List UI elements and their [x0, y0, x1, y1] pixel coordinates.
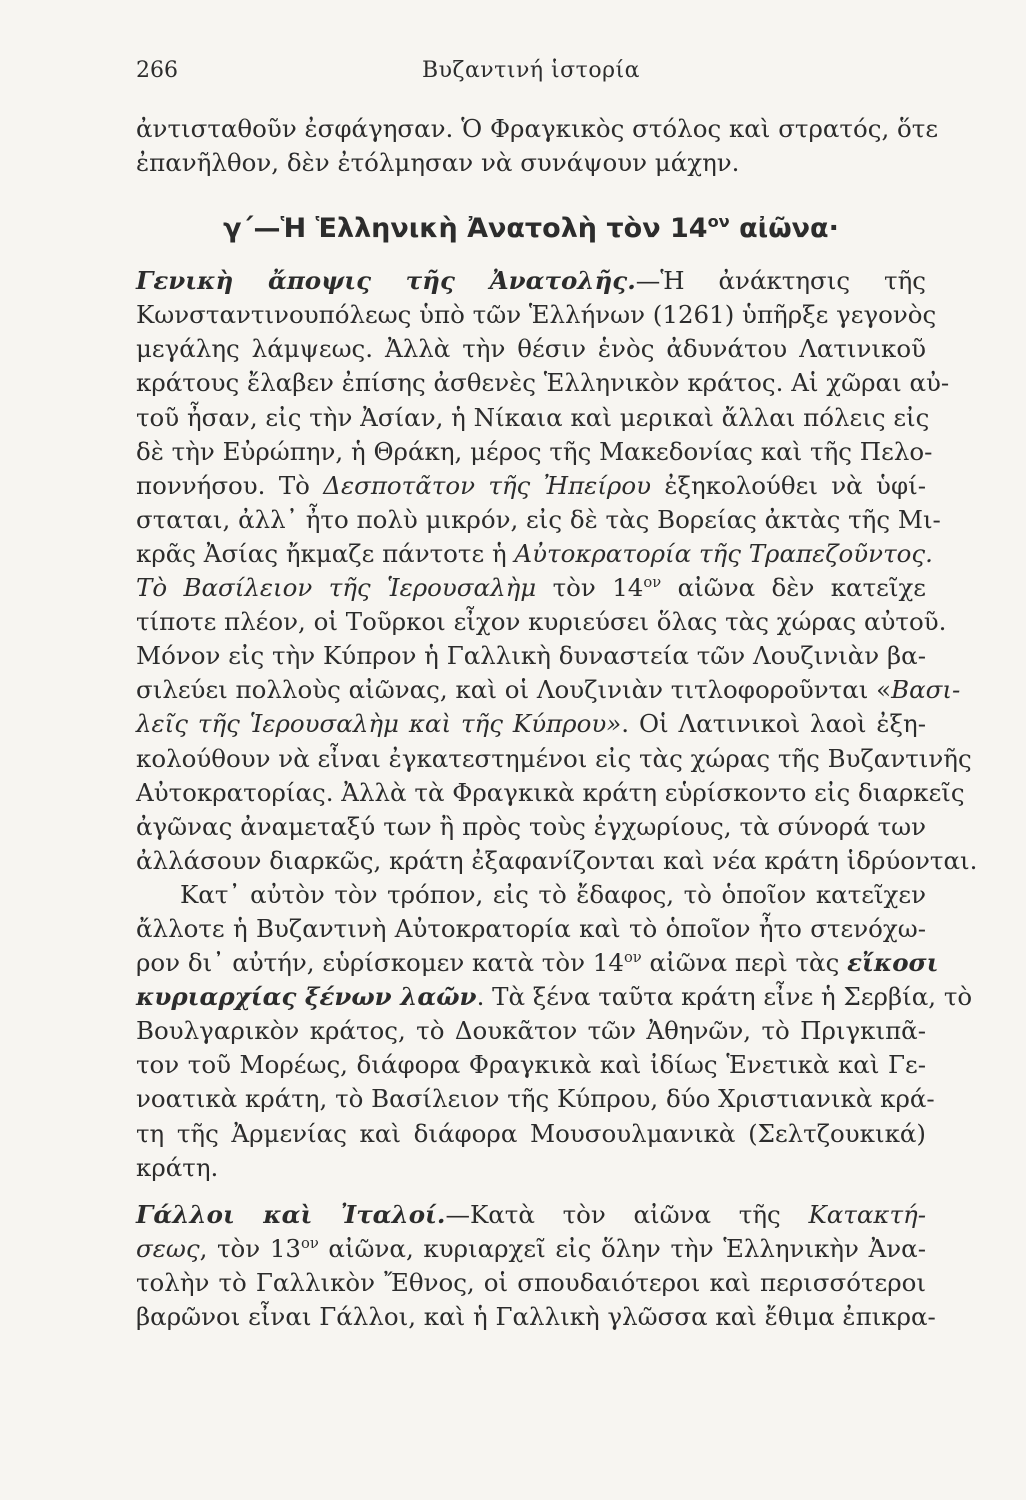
text-line: βαρῶνοι εἶναι Γάλλοι, καὶ ἡ Γαλλικὴ γλῶσσα καὶ ἔθιμα ἐπικρα- — [136, 1302, 936, 1331]
text-line: ποννήσου. Τὸ Δεσποτᾶτον τῆς Ἠπείρου ἐξηκολούθει νὰ ὑφί- — [136, 470, 926, 500]
text-line: σεως, τὸν $13^{o\nu}$ αἰῶνα, κυριαρχεῖ εἰς ὅλην τὴν Ἑλληνικὴν Ἀνα- — [136, 1233, 926, 1263]
text-line: Αὐτοκρατορίας. Ἀλλὰ τὰ Φραγκικὰ κράτη εὑρίσκοντο εἰς διαρκεῖς — [136, 777, 965, 807]
text-line: κυριαρχίας ξένων λαῶν. Τὰ ξένα ταῦτα κράτη εἶνε ἡ Σερβία, τὸ — [136, 982, 973, 1012]
text-line: λεῖς τῆς Ἱερουσαλὴμ καὶ τῆς Κύπρου». Οἱ Λατινικοὶ λαοὶ ἐξη- — [136, 709, 927, 739]
text-line: ἀγῶνας ἀναμεταξύ των ἢ πρὸς τοὺς ἐγχωρίους, τὰ σύνορά των — [136, 811, 926, 841]
text-line: ἄλλοτε ἡ Βυζαντινὴ Αὐτοκρατορία καὶ τὸ ὁποῖον ἦτο στενόχω- — [136, 913, 926, 943]
text-line: ἀντισταθοῦν ἐσφάγησαν. Ὁ Φραγκικὸς στόλος καὶ στρατός, ὅτε — [136, 114, 939, 143]
text-line: σιλεύει πολλοὺς αἰῶνας, καὶ οἱ Λουζινιὰν τιτλοφοροῦνται «Βασι- — [136, 675, 961, 705]
body-text — [136, 112, 978, 1334]
text-line: ἀλλάσουν διαρκῶς, κράτη ἐξαφανίζονται καὶ νέα κράτη ἱδρύονται. — [136, 845, 978, 875]
text-line: σταται, ἀλλ᾽ ἦτο πολὺ μικρόν, εἰς δὲ τὰς Βορείας ἀκτὰς τῆς Μι- — [136, 504, 941, 534]
text-line: Γενικὴ ἄποψις τῆς Ἀνατολῆς.—Ἡ ἀνάκτησις τῆς — [136, 266, 926, 296]
text-line: δὲ τὴν Εὐρώπην, ἡ Θράκη, μέρος τῆς Μακεδονίας καὶ τῆς Πελο- — [136, 436, 933, 466]
text-line: τίποτε πλέον, οἱ Τοῦρκοι εἶχον κυριεύσει ὅλας τὰς χώρας αὐτοῦ. — [136, 607, 947, 637]
running-title: Βυζαντινή ἱστορία — [421, 58, 640, 83]
text-line: τολὴν τὸ Γαλλικὸν Ἔθνος, οἱ σπουδαιότεροι καὶ περισσότεροι — [136, 1267, 926, 1297]
text-line: τον τοῦ Μορέως, διάφορα Φραγκικὰ καὶ ἰδίως Ἑνετικὰ καὶ Γε- — [136, 1050, 926, 1080]
paragraph-gap — [136, 1185, 926, 1198]
text-line: Κωνσταντινουπόλεως ὑπὸ τῶν Ἑλλήνων (1261) ὑπῆρξε γεγονὸς — [136, 300, 937, 330]
page-number: 266 — [136, 58, 178, 83]
page-header — [136, 58, 926, 90]
paragraph-subhead: Γάλλοι καὶ Ἰταλοί. — [136, 1199, 446, 1229]
text-line: Βουλγαρικὸν κράτος, τὸ Δουκᾶτον τῶν Ἀθηνῶν, τὸ Πριγκιπᾶ- — [136, 1016, 926, 1046]
paragraph-subhead: Γενικὴ ἄποψις τῆς Ἀνατολῆς. — [136, 266, 636, 296]
text-line: Μόνον εἰς τὴν Κύπρον ἡ Γαλλικὴ δυναστεία τῶν Λουζινιὰν βα- — [136, 641, 926, 671]
text-line: Κατ᾽ αὐτὸν τὸν τρόπον, εἰς τὸ ἔδαφος, τὸ ὁποῖον κατεῖχεν — [180, 879, 926, 909]
text-line: τοῦ ἦσαν, εἰς τὴν Ἀσίαν, ἡ Νίκαια καὶ μερικαὶ ἄλλαι πόλεις εἰς — [136, 402, 930, 432]
section-heading: γ΄—Ἡ Ἑλληνικὴ Ἀνατολὴ τὸν $14^{o\nu}$ αἰῶνα· — [223, 212, 839, 245]
text-line: Τὸ Βασίλειον τῆς Ἱερουσαλὴμ τὸν $14^{o\nu}$ αἰῶνα δὲν κατεῖχε — [136, 573, 926, 603]
text-line: ἐπανῆλθον, δὲν ἐτόλμησαν νὰ συνάψουν μάχην. — [136, 148, 740, 178]
text-line: νοατικὰ κράτη, τὸ Βασίλειον τῆς Κύπρου, δύο Χριστιανικὰ κρά- — [136, 1084, 935, 1114]
text-line: τη τῆς Ἀρμενίας καὶ διάφορα Μουσουλμανικὰ (Σελτζουκικά) — [136, 1118, 926, 1148]
text-line: κράτη. — [136, 1152, 219, 1182]
text-line: κρᾶς Ἀσίας ἤκμαζε πάντοτε ἡ Αὐτοκρατορία τῆς Τραπεζοῦντος. — [136, 538, 933, 568]
text-line: μεγάλης λάμψεως. Ἀλλὰ τὴν θέσιν ἑνὸς ἀδυνάτου Λατινικοῦ — [136, 334, 926, 364]
text-line: Γάλλοι καὶ Ἰταλοί.—Κατὰ τὸν αἰῶνα τῆς Κατακτή- — [136, 1199, 926, 1229]
text-line: κολούθουν νὰ εἶναι ἐγκατεστημένοι εἰς τὰς χώρας τῆς Βυζαντινῆς — [136, 743, 972, 773]
text-line: κράτους ἔλαβεν ἐπίσης ἀσθενὲς Ἑλληνικὸν κράτος. Αἱ χῶραι αὐ- — [136, 368, 950, 398]
text-line: ρον δι᾽ αὐτήν, εὑρίσκομεν κατὰ τὸν $14^{o\nu}$ αἰῶνα περὶ τὰς εἴκοσι — [136, 948, 939, 978]
